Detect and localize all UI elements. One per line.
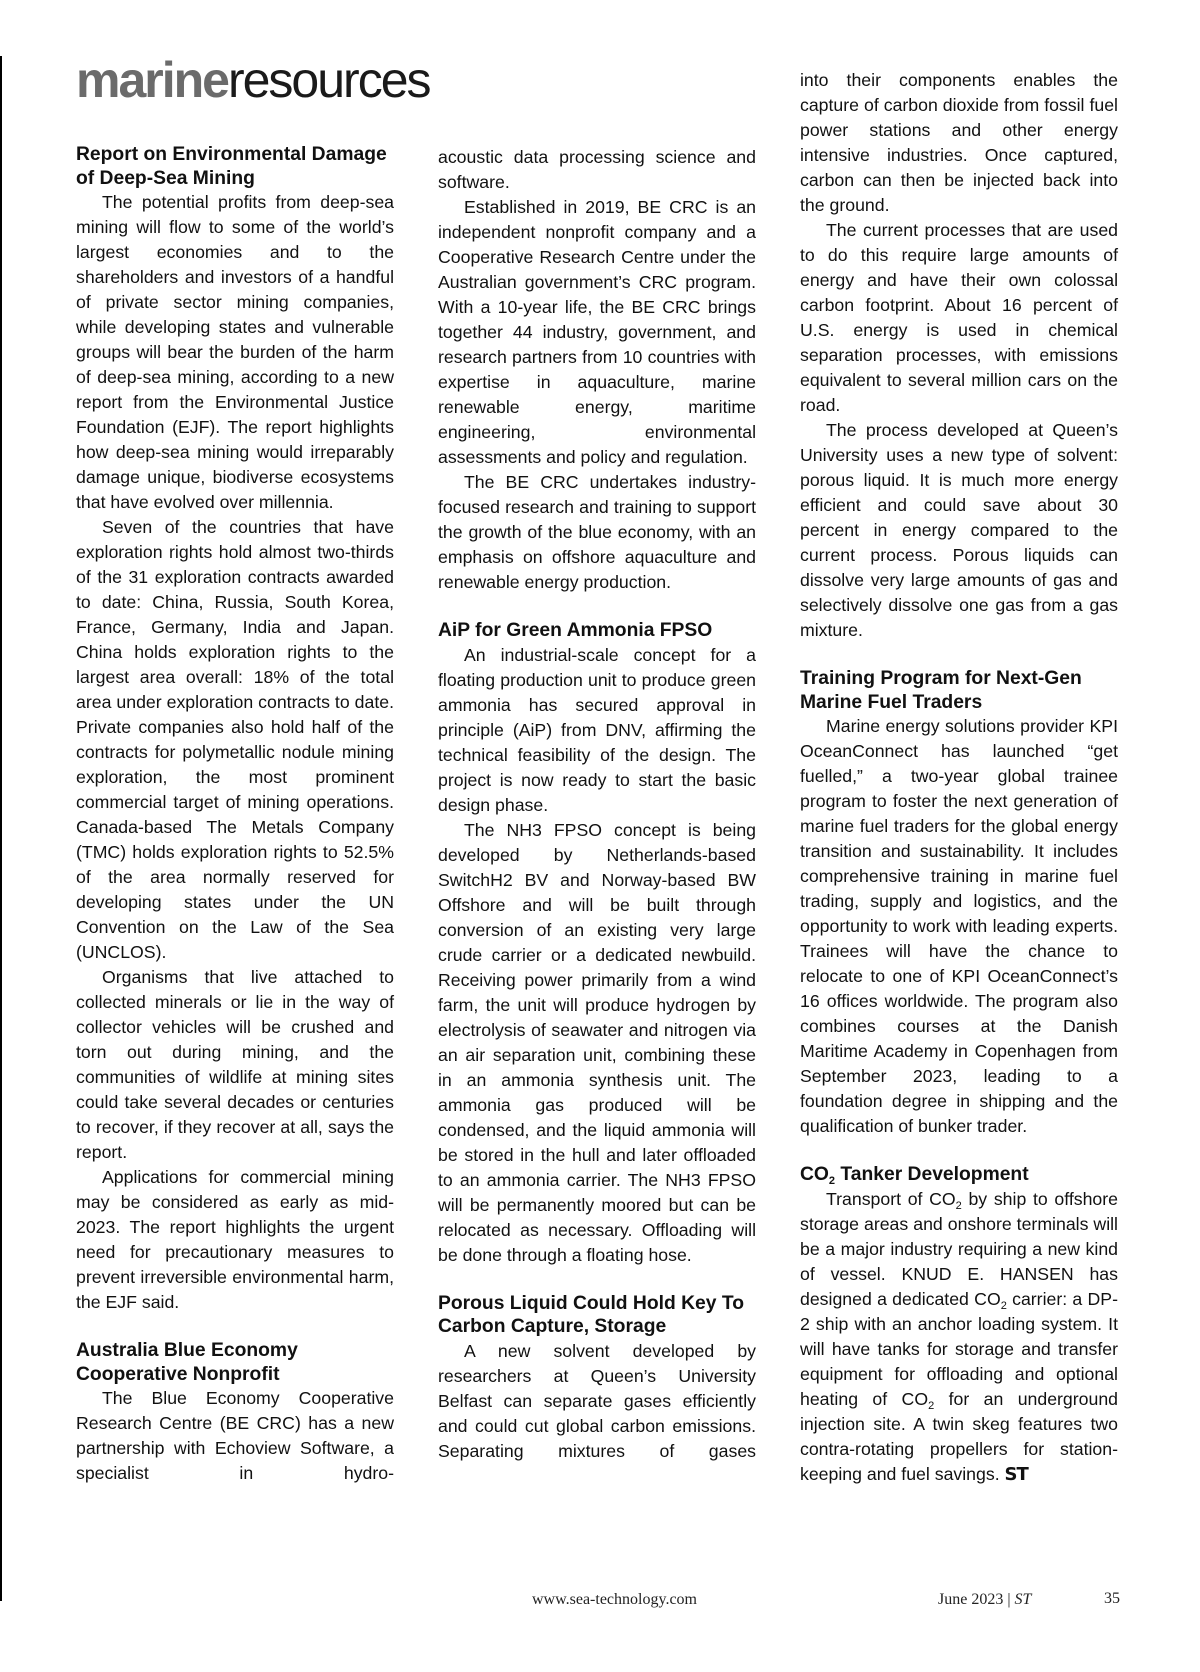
article-paragraph: A new solvent developed by researchers at Queen’s University Belfast can separate gases efficiently and could cut global carbon emissions. Separating mixtures of gases [438,1340,756,1461]
footer-separator: | [1007,1591,1011,1608]
footer-url: www.sea-technology.com [532,1591,697,1608]
article-paragraph-co2: Transport of $CO_2$ by ship to offshore storage areas and onshore terminals will be a major industry requiring a new kind of vessel. KNUD E. HANSEN has designed a dedicated $CO_2$ carrier: a DP-2 ship with an anchor loading system. It will have tanks for storage and transfer equipment for offloading and optional heating of $CO_2$ for an underground injection site. A twin skeg features two contra-rotating propellers for station-keeping and fuel savings. ST [800,1188,1119,1485]
footer-issue [938,1590,1031,1610]
article-paragraph: The NH3 FPSO concept is being developed by Netherlands-based SwitchH2 BV and Norway-based BW Offshore and will be built through conversion of an existing very large crude carrier or a dedicated newbuild. Receiving power primarily from a wind farm, the unit will produce hydrogen by electrolysis of seawater and nitrogen via an air separation unit, combining these in an ammonia synthesis unit. The ammonia gas produced will be condensed, and the liquid ammonia will be stored in the hull and later offloaded to an ammonia carrier. The NH3 FPSO will be permanently moored but can be relocated as necessary. Offloading will be done through a floating hose. [438,819,756,1265]
article-paragraph: Applications for commercial mining may be considered as early as mid-2023. The report highlights the urgent need for precautionary measures to prevent irreversible environmental harm, the EJF said. [76,1167,394,1312]
article-paragraph: The current processes that are used to do this require large amounts of energy and have their own colossal carbon footprint. About 16 percent of U.S. energy is used in chemical separation processes, with emissions equivalent to several million cars on the road. [800,220,1118,415]
masthead-resources: resources [227,52,430,108]
article-paragraph: Marine energy solutions provider KPI OceanConnect has launched “get fuelled,” a two-year global trainee program to foster the next generation of marine fuel traders for the global energy transition and sustainability. It includes comprehensive training in marine fuel trading, supply and logistics, and the opportunity to work with leading experts. Trainees will have the chance to relocate to one of KPI OceanConnect’s 16 offices worldwide. The program also combines courses at the Danish Maritime Academy in Copenhagen from September 2023, leading to a foundation degree in shipping and the qualification of bunker trader. [800,716,1118,1136]
article-title-aip: AiP for Green Ammonia FPSO [438,620,713,641]
article-title-co2: $CO_2$ Tanker Development [800,1164,1029,1187]
column-3 [800,68,1118,1487]
article-paragraph: The process developed at Queen’s University uses a new type of solvent: porous liquid. It is much more energy efficient and could save about 30 percent in energy compared to the current process. Porous liquids can dissolve very large amounts of gas and selectively dissolve one gas from a gas mixture. [800,420,1118,640]
article-paragraph: The Blue Economy Cooperative Research Centre (BE CRC) has a new partnership with Echoview Software, a specialist in hydro- [76,1388,394,1483]
article-paragraph: into their components enables the capture of carbon dioxide from fossil fuel power stations and other energy intensive industries. Once captured, carbon can then be injected back into the ground. [800,70,1118,215]
masthead-marine: marine [76,52,228,108]
article-title-porous: Porous Liquid Could Hold Key To Carbon Capture, Storage [438,1292,744,1337]
footer-date: June 2023 [938,1591,1004,1608]
article-paragraph: The potential profits from deep-sea mining will flow to some of the world’s largest economies and to the shareholders and investors of a handful of private sector mining companies, while developing states and vulnerable groups will bear the burden of the harm of deep-sea mining, according to a new report from the Environmental Justice Foundation (EJF). The report highlights how deep-sea mining would irreparably damage unique, biodiverse ecosystems that have evolved over millennia. [76,192,394,512]
article-title-kpi: Training Program for Next-Gen Marine Fuel Traders [800,668,1082,713]
article-paragraph: Organisms that live attached to collected minerals or lie in the way of collector vehicles will be crushed and torn out during mining, and the communities of wildlife at mining sites could take several decades or centuries to recover, if they recover at all, says the report. [76,967,394,1162]
section-masthead [76,52,430,108]
article-paragraph: Seven of the countries that have exploration rights hold almost two-thirds of the 31 exploration contracts awarded to date: China, Russia, South Korea, France, Germany, India and Japan. China holds exploration rights to the largest area overall: 18% of the total area under exploration contracts to date. Private companies also hold half of the contracts for polymetallic nodule mining exploration, the most prominent commercial target of mining operations. Canada-based The Metals Company (TMC) holds exploration rights to 52.5% of the area normally reserved for developing states under the UN Convention on the Law of the Sea (UNCLOS). [76,517,394,962]
st-end-mark: ST [1004,1463,1028,1485]
page-number: 35 [1104,1590,1120,1607]
column-2 [438,145,756,1464]
article-paragraph: The BE CRC undertakes industry-focused research and training to support the growth of the blue economy, with an emphasis on offshore aquaculture and renewable energy production. [438,472,756,592]
footer-magazine: ST [1014,1591,1032,1608]
article-title-becrc: Australia Blue Economy Cooperative Nonprofit [76,1340,298,1385]
column-1 [76,143,394,1486]
article-paragraph: An industrial-scale concept for a floating production unit to produce green ammonia has secured approval in principle (AiP) from DNV, affirming the technical feasibility of the design. The project is now ready to start the basic design phase. [438,644,756,815]
article-paragraph: acoustic data processing science and software. [438,147,756,192]
article-paragraph: Established in 2019, BE CRC is an independent nonprofit company and a Cooperative Research Centre under the Australian government’s CRC program. With a 10-year life, the BE CRC brings together 44 industry, government, and research partners from 10 countries with expertise in aquaculture, marine renewable energy, maritime engineering, environmental assessments and policy and regulation. [438,197,756,467]
left-margin-rule [0,56,2,1601]
article-title-ejf: Report on Environmental Damage of Deep-Sea Mining [76,144,387,189]
